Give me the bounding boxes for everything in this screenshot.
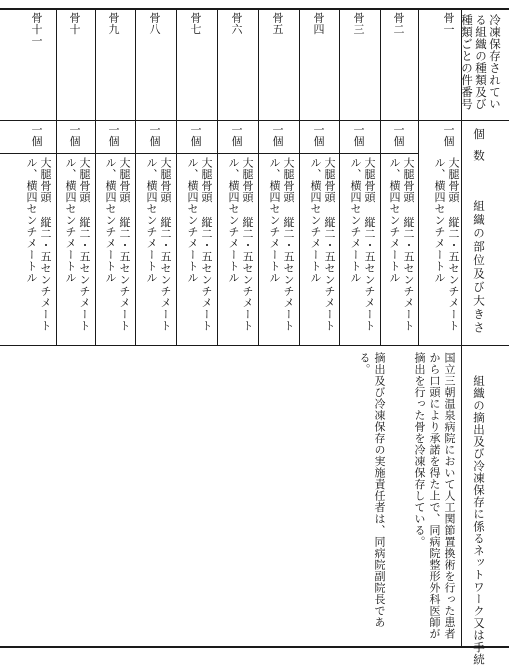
row-1-part: 大腿骨頭 縦二・五センチメートル、横四センチメートル (433, 157, 460, 332)
row-3-part: 大腿骨頭 縦二・五センチメートル、横四センチメートル (349, 157, 376, 332)
row-10-count: 一個 (68, 124, 81, 147)
rule-v-3 (339, 8, 340, 346)
row-8-part: 大腿骨頭 縦二・五センチメートル、横四センチメートル (145, 157, 172, 332)
header-id-label: 冷凍保存されている組織の種類及び種類ごとの件番号 (460, 14, 502, 110)
rule-v-5 (258, 8, 259, 346)
row-11-count: 一個 (30, 124, 43, 147)
row-7-count: 一個 (189, 124, 202, 147)
rule-v-8 (135, 8, 136, 346)
network-paragraph-1: 国立三朝温泉病院において人工関節置換術を行った患者から口頭により承諾を得た上で、同病院整形外科医師が摘出を行った骨を冷凍保存している。 (413, 352, 456, 640)
rule-v-7 (176, 8, 177, 346)
rule-v-1 (418, 8, 419, 346)
rule-v-4 (299, 8, 300, 346)
row-6-id: 骨六 (230, 12, 243, 35)
header-count-label: 個数 (472, 128, 486, 171)
rule-count-split (0, 153, 418, 154)
row-7-part: 大腿骨頭 縦二・五センチメートル、横四センチメートル (186, 157, 213, 332)
row-11-part: 大腿骨頭 縦二・五センチメートル、横四センチメートル (25, 157, 52, 332)
row-9-part: 大腿骨頭 縦二・五センチメートル、横四センチメートル (104, 157, 131, 332)
row-7-id: 骨七 (189, 12, 202, 35)
rule-top (0, 8, 509, 10)
row-5-count: 一個 (271, 124, 284, 147)
row-6-count: 一個 (230, 124, 243, 147)
row-10-id: 骨十 (68, 12, 81, 35)
row-1-id: 骨一 (442, 12, 455, 35)
row-5-id: 骨五 (271, 12, 284, 35)
row-10-part: 大腿骨頭 縦二・五センチメートル、横四センチメートル (64, 157, 91, 332)
row-11-id: 骨十一 (30, 12, 43, 47)
row-8-count: 一個 (148, 124, 161, 147)
row-2-part: 大腿骨頭 縦二・五センチメートル、横四センチメートル (388, 157, 415, 332)
network-paragraph-2: 摘出及び冷凍保存の実施責任者は、同病院副院長である。 (358, 352, 386, 628)
row-4-id: 骨四 (312, 12, 325, 35)
row-8-id: 骨八 (148, 12, 161, 35)
row-2-count: 一個 (392, 124, 405, 147)
row-4-count: 一個 (312, 124, 325, 147)
row-6-part: 大腿骨頭 縦二・五センチメートル、横四センチメートル (227, 157, 254, 332)
rule-v-9 (95, 8, 96, 346)
row-9-count: 一個 (107, 124, 120, 147)
row-3-id: 骨三 (352, 12, 365, 35)
row-2-id: 骨二 (392, 12, 405, 35)
row-4-part: 大腿骨頭 縦二・五センチメートル、横四センチメートル (309, 157, 336, 332)
header-network-label: 組織の摘出及び冷凍保存に係るネットワーク又は手続 (472, 375, 486, 665)
rule-bottom (0, 646, 509, 648)
row-3-count: 一個 (352, 124, 365, 147)
rule-part-end (0, 345, 509, 346)
rule-header-split (0, 120, 509, 121)
rule-v-6 (217, 8, 218, 346)
row-9-id: 骨九 (107, 12, 120, 35)
row-5-part: 大腿骨頭 縦二・五センチメートル、横四センチメートル (268, 157, 295, 332)
row-1-count: 一個 (442, 124, 455, 147)
header-part-label: 組織の部位及び大きさ (472, 200, 486, 335)
